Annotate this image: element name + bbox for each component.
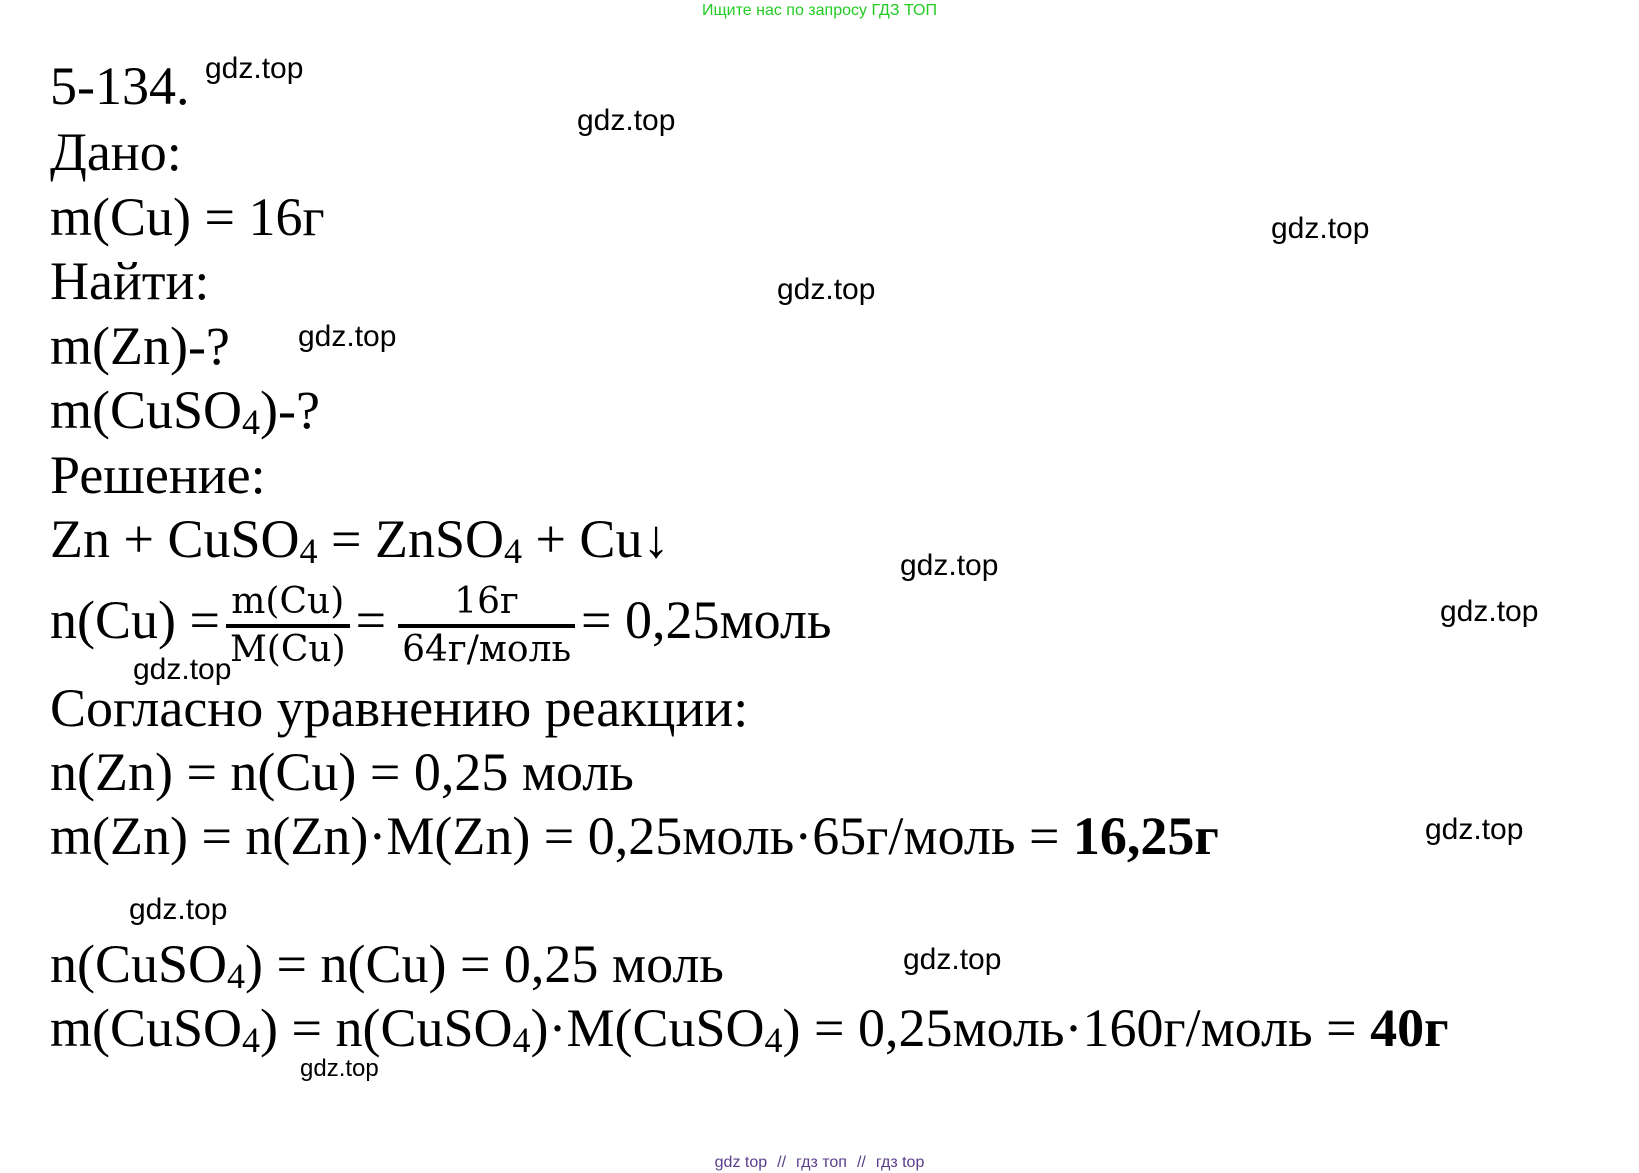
find-label: Найти: bbox=[50, 251, 210, 311]
watermark: gdz.top bbox=[1425, 813, 1524, 846]
watermark: gdz.top bbox=[777, 273, 876, 306]
watermark: gdz.top bbox=[1440, 595, 1539, 628]
fraction-m-over-M: $\frac{m(Cu)}{M(Cu)}$ bbox=[226, 580, 350, 672]
find-mass-cuso4: m(CuSO$_4$)-? bbox=[50, 380, 320, 442]
given-mass-cu: m(Cu) = 16г bbox=[50, 187, 325, 247]
watermark: gdz.top bbox=[577, 104, 676, 137]
footer-watermark: gdz top // гдз топ // гдз top bbox=[714, 1154, 925, 1171]
watermark: gdz.top bbox=[300, 1055, 379, 1082]
solution-label: Решение: bbox=[50, 445, 266, 505]
given-label: Дано: bbox=[50, 122, 182, 182]
reaction-equation: Zn + CuSO$_4$ = ZnSO$_4$ + Cu↓ bbox=[50, 509, 670, 571]
moles-cuso4: n(CuSO$_4$) = n(Cu) = 0,25 моль bbox=[50, 934, 724, 996]
watermark: gdz.top bbox=[298, 320, 397, 353]
answer-mass-cuso4: 40г bbox=[1370, 998, 1449, 1058]
watermark: gdz.top bbox=[903, 943, 1002, 976]
mass-cuso4-calc: m(CuSO$_4$) = n(CuSO$_4$)·M(CuSO$_4$) = 0,25моль·160г/моль = 40г bbox=[50, 998, 1449, 1060]
answer-mass-zn: 16,25г bbox=[1072, 806, 1219, 866]
problem-number: 5-134. bbox=[50, 56, 190, 116]
mass-zn-calc: m(Zn) = n(Zn)·M(Zn) = 0,25моль·65г/моль = 16,25г bbox=[50, 806, 1219, 866]
search-banner: Ищите нас по запросу ГДЗ ТОП bbox=[702, 2, 937, 19]
moles-cu-calc: n(Cu) = $\frac{m(Cu)}{M(Cu)}$ = $\frac{16г}{\text{64г/моль}}$ = 0,25моль bbox=[50, 580, 832, 670]
watermark: gdz.top bbox=[205, 52, 304, 85]
watermark: gdz.top bbox=[900, 549, 999, 582]
watermark: gdz.top bbox=[133, 653, 232, 686]
watermark: gdz.top bbox=[129, 893, 228, 926]
find-mass-zn: m(Zn)-? bbox=[50, 316, 230, 376]
fraction-values: $\frac{16г}{\text{64г/моль}}$ bbox=[398, 580, 575, 672]
watermark: gdz.top bbox=[1271, 212, 1370, 245]
moles-zn: n(Zn) = n(Cu) = 0,25 моль bbox=[50, 742, 634, 802]
according-to-equation: Согласно уравнению реакции: bbox=[50, 678, 749, 738]
